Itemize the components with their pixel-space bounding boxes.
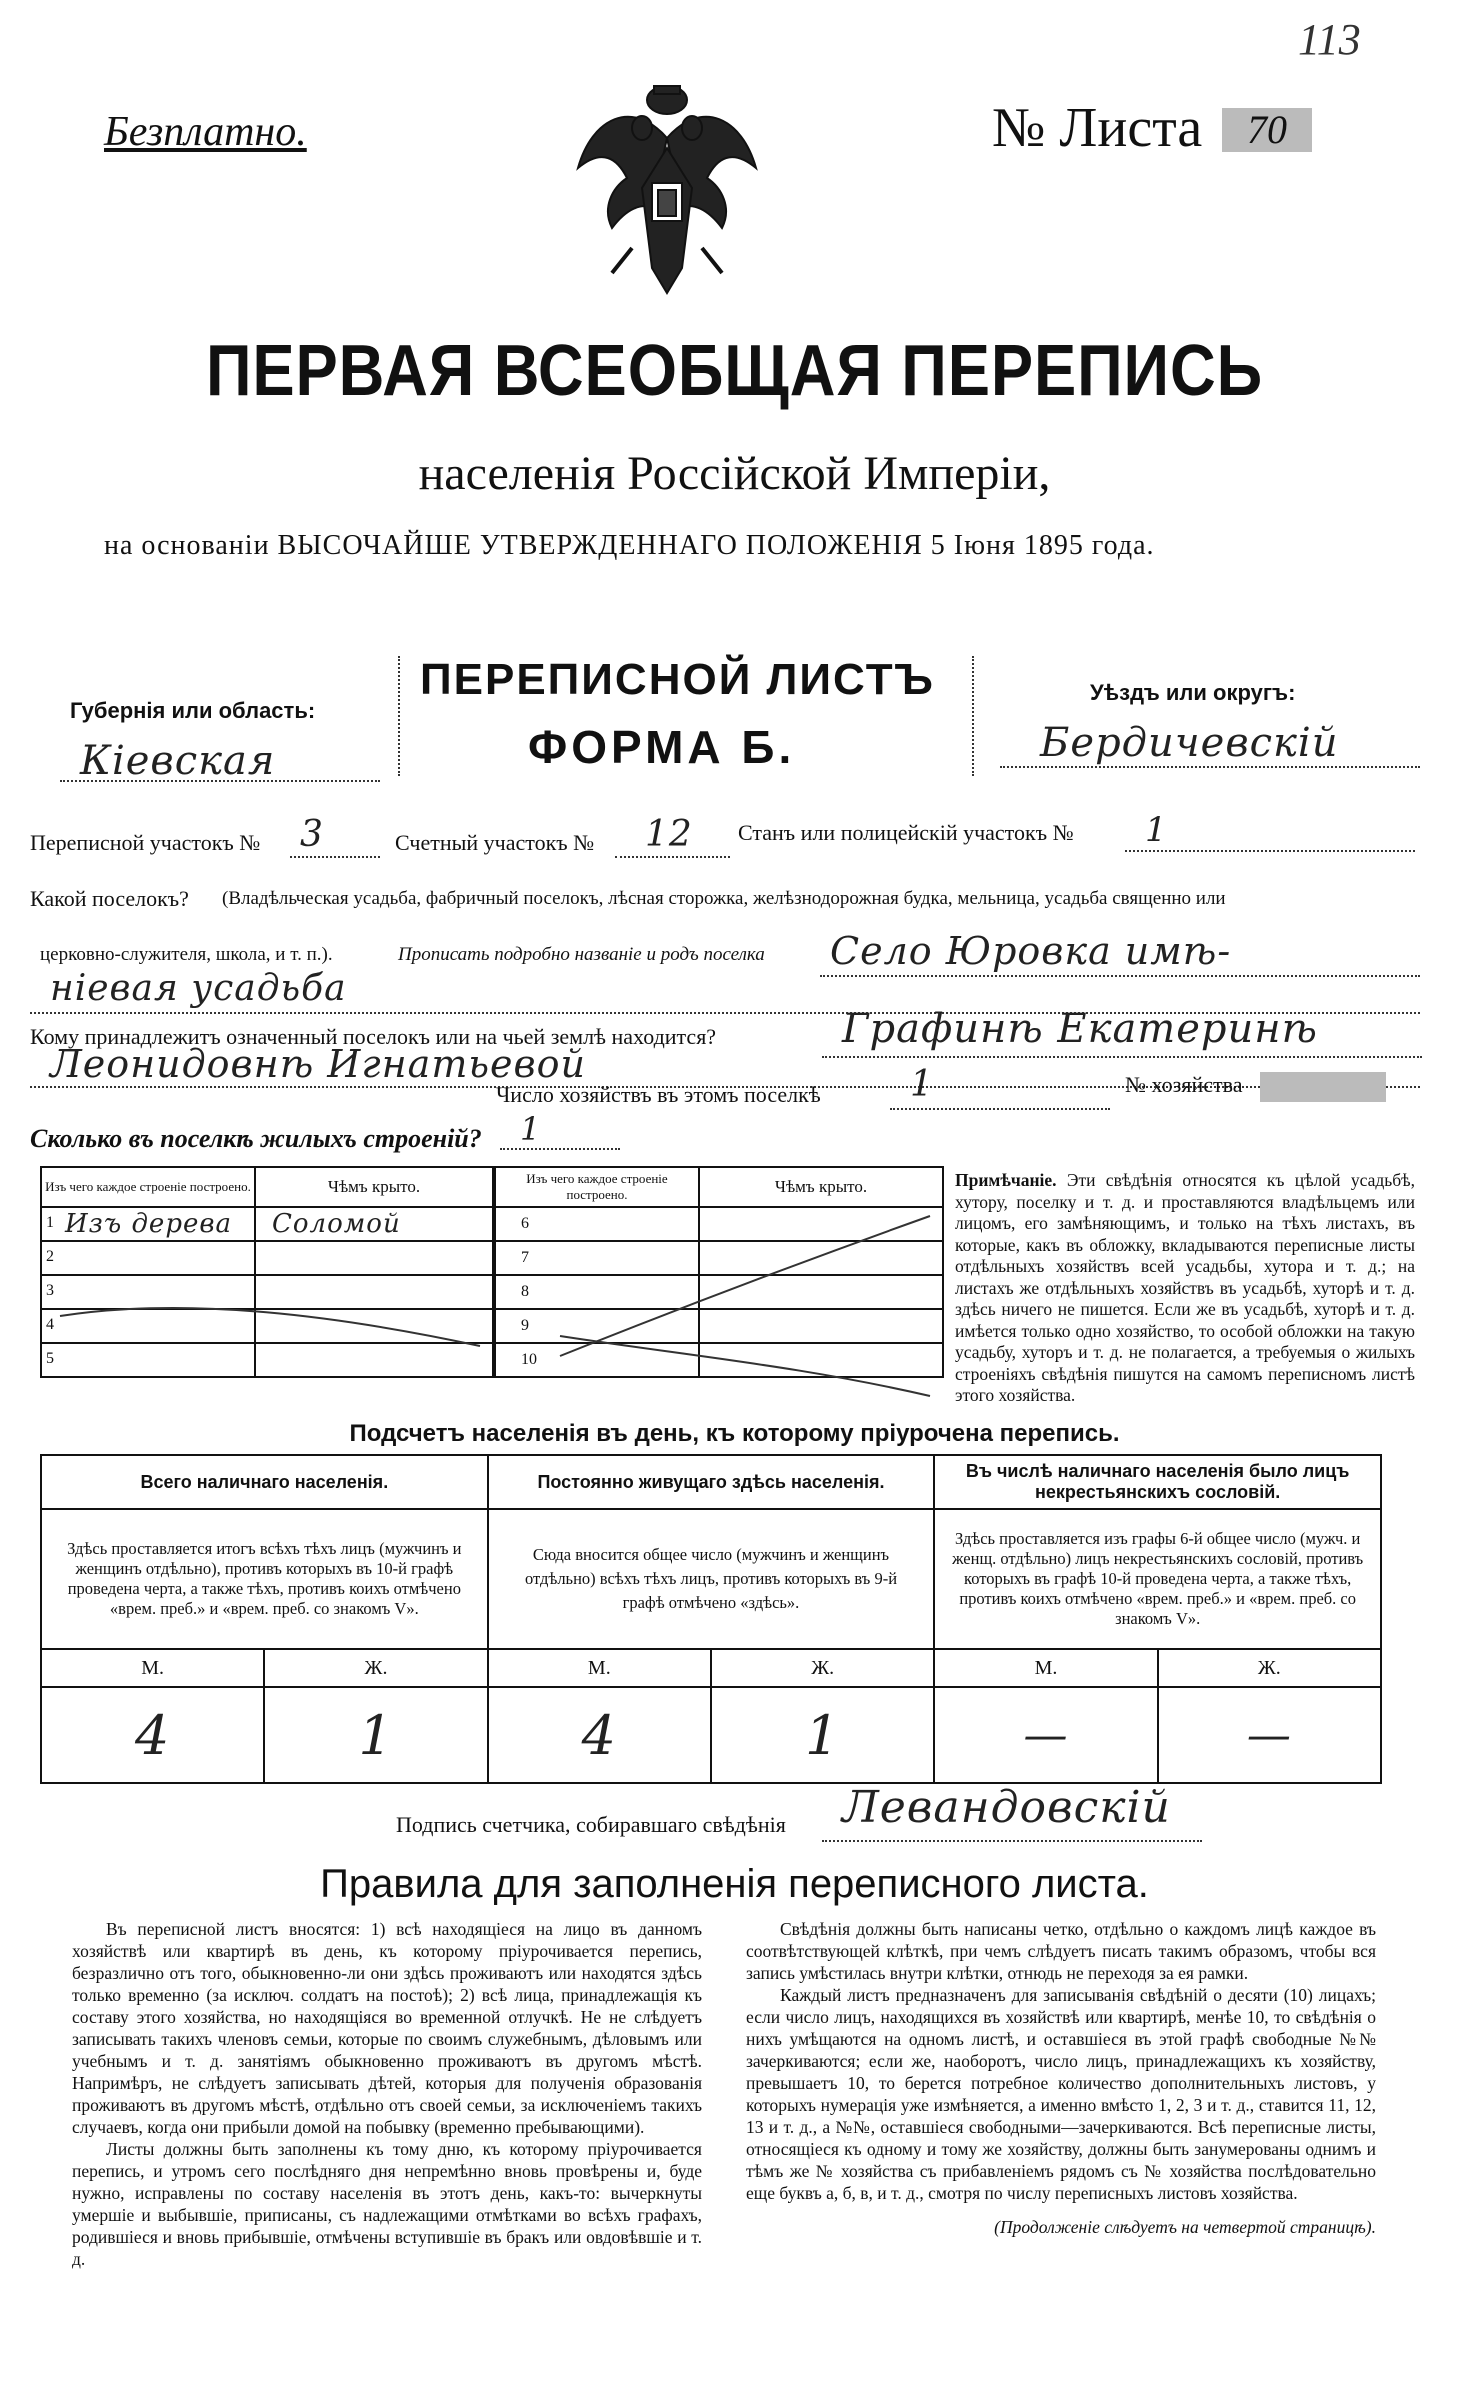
- rules-left-paragraph-2: Листы должны быть заполнены къ тому дню, къ которому пріурочивается перепись, и утромъ сего послѣдняго дня непремѣнно вновь провѣрены и, буде нужно, исправлены по составу населенія въ этотъ день, какъ-то: вычеркнуты умершіе и выбывшіе, приписаны, съ надлежащими отмѣтками во всѣхъ графахъ, родившіеся и вновь прибывшіе, отмѣчены вступившіе въ бракъ или овдовѣвшіе и т. д.: [72, 2139, 702, 2269]
- building-material-value: Изъ дерева: [65, 1209, 232, 1239]
- household-number-label: № хозяйства: [1125, 1072, 1243, 1097]
- building-number: 1: [46, 1214, 54, 1231]
- building-number: 8: [521, 1283, 529, 1300]
- owner-label: Кому принадлежитъ означенный поселокъ или на чьей землѣ находится?: [30, 1024, 717, 1049]
- col-material-header: Изъ чего каждое строеніе построено.: [495, 1167, 699, 1207]
- province-field[interactable]: [60, 738, 380, 782]
- building-number: 4: [46, 1316, 54, 1333]
- col-permanent-title: Постоянно живущаго здѣсь населенія.: [488, 1455, 935, 1509]
- building-number: 5: [46, 1350, 54, 1367]
- nonpeasant-f-label: Ж.: [1158, 1649, 1381, 1687]
- present-m-value[interactable]: 4: [41, 1687, 264, 1783]
- col-present-desc: Здѣсь проставляется итогъ всѣхъ тѣхъ лицъ (мужчинъ и женщинъ отдѣльно), противъ которыхъ въ 10-й графѣ проведена черта, а также тѣхъ, противъ коихъ отмѣчено «врем. преб.» и «врем. преб. со знакомъ V».: [41, 1509, 488, 1649]
- building-number: 3: [46, 1282, 54, 1299]
- note-text: Эти свѣдѣнія относятся къ цѣлой усадьбѣ, хутору, поселку и т. д. и проставляются владѣльцемъ или лицомъ, его замѣняющимъ, и только на тѣхъ листахъ, въ которые, какъ въ обложку, вкладываются переписные листы отдѣльныхъ хозяйствъ всей усадьбы, хутора и т. д.; на листахъ же отдѣльныхъ хозяйствъ въ усадьбѣ, хуторѣ и т. д. здѣсь ничего не пишется. Если же въ усадьбѣ, хуторѣ и т. д. имѣется только одно хозяйство, то особой обложки на такую усадьбу, хуторъ и т. д. не полагается, а требуемыя о жилыхъ строеніяхъ свѣдѣнія пишутся на самомъ переписномъ листѣ этого хозяйства.: [955, 1170, 1415, 1405]
- double-headed-eagle-emblem: [572, 78, 762, 308]
- building-number: 6: [521, 1215, 529, 1232]
- settlement-hint-1: (Владѣльческая усадьба, фабричный поселокъ, лѣсная сторожка, желѣзнодорожная будка, мельница, усадьба священно или: [222, 888, 1226, 909]
- settlement-value-1: Село Юровка имѣ-: [830, 929, 1232, 973]
- building-number: 9: [521, 1317, 529, 1334]
- district-field[interactable]: [1000, 720, 1420, 768]
- province-label: Губернія или область:: [70, 698, 316, 723]
- owner-value-1: Графинѣ Екатеринѣ: [842, 1006, 1318, 1052]
- permanent-f-label: Ж.: [711, 1649, 934, 1687]
- form-divider-right: [972, 656, 974, 776]
- col-nonpeasant-title: Въ числѣ наличнаго населенія было лицъ некрестьянскихъ сословій.: [934, 1455, 1381, 1509]
- population-table: [40, 1454, 1382, 1784]
- form-title: ПЕРЕПИСНОЙ ЛИСТЪ: [420, 655, 935, 704]
- households-field[interactable]: [890, 1064, 1110, 1110]
- district-value: Бердичевскій: [1040, 720, 1339, 766]
- buildings-value: 1: [520, 1110, 542, 1148]
- buildings-label: Сколько въ поселкѣ жилыхъ строеній?: [30, 1124, 482, 1153]
- census-area-field[interactable]: [290, 814, 380, 858]
- signature-value: Левандовскій: [842, 1782, 1171, 1833]
- nonpeasant-m-value[interactable]: —: [934, 1687, 1157, 1783]
- settlement-label: Какой поселокъ?: [30, 886, 189, 911]
- households-label: Число хозяйствъ въ этомъ поселкѣ: [496, 1082, 821, 1107]
- rules-right-paragraph-1: Свѣдѣнія должны быть написаны четко, отдѣльно о каждомъ лицѣ каждое въ соотвѣтствующей клѣткѣ, при чемъ слѣдуетъ писать такимъ образомъ, чтобы вся запись умѣстилась внутри клѣтки, отнюдь не переходя за ея рамки.: [746, 1919, 1376, 1983]
- count-area-value: 12: [645, 814, 693, 855]
- settlement-value-2: нiевая усадьба: [50, 968, 347, 1009]
- permanent-f-value[interactable]: 1: [711, 1687, 934, 1783]
- building-number: 10: [521, 1351, 537, 1368]
- present-m-label: М.: [41, 1649, 264, 1687]
- free-label: Безплатно.: [104, 109, 307, 155]
- rules-left-paragraph-1: Въ переписной листъ вносятся: 1) всѣ находящіеся на лицо въ данномъ хозяйствѣ или квартирѣ въ день, къ которому пріурочивается перепись, безразлично отъ того, обыкновенно-ли они здѣсь проживаютъ или находятся здѣсь только временно (за исключ. солдатъ на постоѣ); 2) всѣ лица, принадлежащія къ составу этого хозяйства, но находящіяся во временной отлучкѣ. Не не слѣдуетъ записывать такихъ членовъ семьи, которые по своимъ служебнымъ, дѣловымъ или учебнымъ и т. д. занятіямъ обыкновенно проживаютъ въ другомъ мѣстѣ. Напримѣръ, не слѣдуетъ записывать дѣтей, которыя для полученія образованія проживаютъ въ другомъ мѣстѣ, отдѣльно отъ своей семьи, за исключеніемъ такихъ случаевъ, когда они прибыли домой на побывку (временно пребывающими).: [72, 1919, 702, 2137]
- district-label: Уѣздъ или округъ:: [1090, 680, 1296, 705]
- police-area-label: Станъ или полицейскій участокъ №: [738, 820, 1074, 845]
- col-roof-header: Чѣмъ крыто.: [699, 1167, 943, 1207]
- nonpeasant-f-value[interactable]: —: [1158, 1687, 1381, 1783]
- police-area-value: 1: [1145, 810, 1168, 850]
- signature-field[interactable]: [822, 1782, 1202, 1842]
- col-roof-header: Чѣмъ крыто.: [255, 1167, 493, 1207]
- col-permanent-desc: Сюда вносится общее число (мужчинъ и женщинъ отдѣльно) всѣхъ тѣхъ лицъ, противъ которыхъ въ 9-й графѣ отмѣчено «здѣсь».: [488, 1509, 935, 1649]
- sheet-number-value: 70: [1222, 108, 1312, 152]
- col-present-title: Всего наличнаго населенія.: [41, 1455, 488, 1509]
- note: [955, 1170, 1415, 1407]
- census-title: ПЕРВАЯ ВСЕОБЩАЯ ПЕРЕПИСЬ: [205, 331, 1264, 411]
- col-material-header: Изъ чего каждое строеніе построено.: [41, 1167, 255, 1207]
- rules-continued: (Продолженіе слѣдуетъ на четвертой страницѣ).: [994, 2217, 1376, 2237]
- rules-right-column: [746, 1918, 1376, 2238]
- building-number: 2: [46, 1248, 54, 1265]
- settlement-instruction: Прописать подробно названіе и родъ поселка: [398, 944, 765, 965]
- count-area-field[interactable]: [615, 814, 730, 858]
- census-subtitle: населенія Россійской Имперіи,: [418, 447, 1051, 500]
- permanent-m-value[interactable]: 4: [488, 1687, 711, 1783]
- present-f-label: Ж.: [264, 1649, 487, 1687]
- police-area-field[interactable]: [1125, 810, 1415, 852]
- rules-title: Правила для заполненія переписного листа.: [320, 1862, 1149, 1906]
- census-basis: на основаніи ВЫСОЧАЙШЕ УТВЕРЖДЕННАГО ПОЛОЖЕНІЯ 5 Іюня 1895 года.: [104, 530, 1155, 561]
- settlement-hint-2: церковно-служителя, школа, и т. п.).: [40, 944, 333, 965]
- owner-value-2: Леонидовнѣ Игнатьевой: [50, 1042, 587, 1086]
- rules-left-column: [72, 1918, 702, 2270]
- building-number: 7: [521, 1249, 529, 1266]
- buildings-field[interactable]: [500, 1110, 620, 1150]
- building-roof-cell[interactable]: Соломой: [255, 1207, 493, 1241]
- settlement-field-1[interactable]: [820, 929, 1420, 977]
- present-f-value[interactable]: 1: [264, 1687, 487, 1783]
- permanent-m-label: М.: [488, 1649, 711, 1687]
- note-head: Примѣчаніе.: [955, 1170, 1057, 1190]
- col-nonpeasant-desc: Здѣсь проставляется изъ графы 6-й общее число (мужч. и женщ. отдѣльно) лицъ некрестьянскихъ сословій, противъ которыхъ въ графѣ 10-й проведена черта, а также тѣхъ, противъ коихъ отмѣчено «врем. преб.» и «врем. преб. со знакомъ V».: [934, 1509, 1381, 1649]
- signature-label: Подпись счетчика, собиравшаго свѣдѣнія: [396, 1812, 786, 1837]
- population-heading: Подсчетъ населенія въ день, къ которому пріурочена перепись.: [349, 1420, 1120, 1447]
- archive-mark: 113: [1298, 15, 1361, 64]
- households-value: 1: [910, 1064, 934, 1105]
- census-area-label: Переписной участокъ №: [30, 830, 261, 855]
- count-area-label: Счетный участокъ №: [395, 830, 595, 855]
- sheet-number-label: № Листа: [992, 97, 1203, 159]
- nonpeasant-m-label: М.: [934, 1649, 1157, 1687]
- strike-through-lines: [40, 1206, 944, 1406]
- province-value: Кіевская: [80, 738, 276, 784]
- census-area-value: 3: [300, 814, 324, 855]
- form-divider-left: [398, 656, 400, 776]
- rules-right-paragraph-2: Каждый листъ предназначенъ для записыванія свѣдѣній о десяти (10) лицахъ; если число лицъ, находящихся въ хозяйствѣ или квартирѣ, менѣе 10, то свѣдѣнія о нихъ умѣщаются на одномъ листѣ, и оставшіеся въ этой графѣ свободные №№ зачеркиваются; если же, наоборотъ, число лицъ, принадлежащихъ къ хозяйству, превышаетъ 10, то берется потребное количество дополнительныхъ листовъ, у которыхъ нумерація уже измѣняется, а именно вмѣсто 1, 2, 3 и т. д., ставится 11, 12, 13 и т. д., а №№, оставшіеся свободными—зачеркиваются. Всѣ переписные листы, относящіеся къ одному и тому же хозяйству, должны быть занумерованы однимъ и тѣмъ же № хозяйства съ прибавленіемъ рядомъ съ № хозяйства послѣдовательно еще буквъ а, б, в, и т. д., смотря по числу переписныхъ листовъ хозяйства.: [746, 1985, 1376, 2203]
- household-number-field[interactable]: [1260, 1072, 1386, 1102]
- form-name: ФОРМА Б.: [528, 721, 796, 773]
